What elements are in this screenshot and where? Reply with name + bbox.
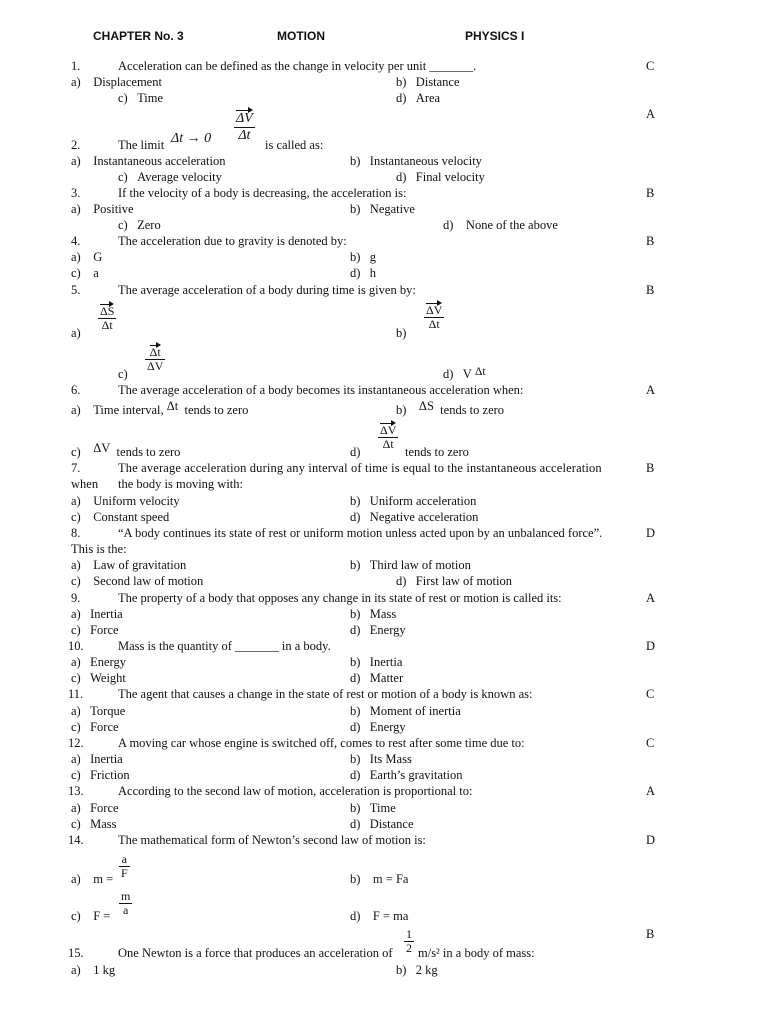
option-a: a) m = (71, 872, 114, 886)
option-b: b) Uniform acceleration (350, 494, 477, 508)
question-number: 8. (71, 526, 81, 540)
fraction: $\frac{\Delta t}{\Delta V}$ (147, 345, 164, 373)
question-text: The average acceleration of a body during time is given by: (118, 283, 416, 297)
option-a: a) Instantaneous acceleration (71, 154, 226, 168)
fraction: $\frac{\Delta V}{\Delta t}$ (236, 111, 253, 143)
option-d: d) Final velocity (396, 170, 485, 184)
question-text: The property of a body that opposes any change in its state of rest or motion is called its: (118, 591, 562, 605)
option-a: a) Displacement (71, 75, 162, 89)
option-a: a) Torque (71, 704, 126, 718)
option-c: c) Second law of motion (71, 574, 204, 588)
fraction: $\frac{1}{2}$ (406, 927, 412, 955)
option-a: a) 1 kg (71, 963, 116, 977)
answer-key: B (646, 234, 655, 248)
answer-key: B (646, 927, 655, 941)
option-a: a) Inertia (71, 752, 123, 766)
option-c: c) ΔV tends to zero (71, 441, 181, 459)
fraction: $\frac{\Delta S}{\Delta t}$ (100, 304, 115, 332)
answer-key: A (646, 591, 656, 605)
option-a: a) Uniform velocity (71, 494, 180, 508)
option-a: a) Positive (71, 202, 134, 216)
question-number: 9. (71, 591, 81, 605)
option-c: c) Average velocity (118, 170, 222, 184)
option-d: d) First law of motion (396, 574, 512, 588)
question-text-pre: One Newton is a force that produces an acceleration of (118, 946, 393, 960)
option-b: b) Negative (350, 202, 415, 216)
option-d-text: tends to zero (405, 445, 469, 459)
question-text: The average acceleration during any interval of time is equal to the instantaneous acceleration (118, 461, 602, 475)
option-c: c) Friction (71, 768, 130, 782)
option-c: c) F = (71, 909, 111, 923)
question-text-cont: the body is moving with: (118, 477, 243, 491)
option-b: b) Moment of inertia (350, 704, 461, 718)
option-d: d) V Δt (443, 366, 486, 381)
option-d: d) Earth’s gravitation (350, 768, 463, 782)
option-a: a) Inertia (71, 607, 123, 621)
question-number: 14. (68, 833, 84, 847)
fraction: $\frac{a}{F}$ (121, 852, 128, 880)
option-b: b) Time (350, 801, 396, 815)
option-d: d) Energy (350, 720, 406, 734)
question-number: 13. (68, 784, 84, 798)
question-text-pre: The limit (118, 138, 165, 152)
option-b: b) Instantaneous velocity (350, 154, 482, 168)
answer-key: A (646, 383, 656, 397)
answer-key: C (646, 736, 655, 750)
question-text: The average acceleration of a body becomes its instantaneous acceleration when: (118, 383, 524, 397)
option-a: a) Energy (71, 655, 126, 669)
option-b: b) Its Mass (350, 752, 412, 766)
question-number: 1. (71, 59, 81, 73)
question-text: The mathematical form of Newton’s second law of motion is: (118, 833, 426, 847)
option-a: a) G (71, 250, 103, 264)
option-a-label: a) (71, 326, 81, 340)
question-number: 2. (71, 138, 81, 152)
option-c: c) Mass (71, 817, 117, 831)
option-c: c) Weight (71, 671, 126, 685)
option-b-label: b) (396, 326, 407, 340)
question-text: The agent that causes a change in the state of rest or motion of a body is known as: (118, 687, 533, 701)
question-number: 15. (68, 946, 84, 960)
answer-key: A (646, 107, 656, 121)
option-b: b) 2 kg (396, 963, 438, 977)
answer-key: C (646, 687, 655, 701)
option-c: c) Force (71, 623, 119, 637)
question-text-post: is called as: (265, 138, 324, 152)
subject-label: PHYSICS I (465, 29, 525, 43)
answer-key: C (646, 59, 655, 73)
option-d: d) Matter (350, 671, 404, 685)
option-b: b) m = Fa (350, 872, 409, 886)
option-b: b) ΔS tends to zero (396, 399, 505, 417)
option-c: c) a (71, 266, 99, 280)
option-a: a) Law of gravitation (71, 558, 187, 572)
option-b: b) Third law of motion (350, 558, 471, 572)
option-c-label: c) (118, 367, 128, 381)
option-d: d) Negative acceleration (350, 510, 479, 524)
chapter-label: CHAPTER No. 3 (93, 29, 184, 43)
option-b: b) g (350, 250, 377, 264)
question-text: Mass is the quantity of _______ in a body. (118, 639, 331, 653)
question-text: “A body continues its state of rest or uniform motion unless acted upon by an unbalanced force”. (118, 526, 603, 540)
fraction: $\frac{m}{a}$ (121, 889, 131, 917)
option-d: d) Distance (350, 817, 414, 831)
option-b: b) Mass (350, 607, 397, 621)
answer-key: B (646, 186, 655, 200)
option-c: c) Force (71, 720, 119, 734)
question-number: 7. (71, 461, 81, 475)
limit-expression: Δt → 0 (171, 131, 212, 146)
option-c: c) Time (118, 91, 164, 105)
option-a: a) Force (71, 801, 119, 815)
answer-key: D (646, 833, 656, 847)
question-number: 4. (71, 234, 81, 248)
option-d-label: d) (350, 445, 361, 459)
option-a: a) Time interval, Δt tends to zero (71, 399, 249, 417)
question-text: A moving car whose engine is switched off, comes to rest after some time due to: (118, 736, 525, 750)
question-text: The acceleration due to gravity is denoted by: (118, 234, 347, 248)
question-number: 10. (68, 639, 84, 653)
option-c: c) Constant speed (71, 510, 170, 524)
question-text-post: m/s² in a body of mass: (418, 946, 535, 960)
answer-key: A (646, 784, 656, 798)
question-text: If the velocity of a body is decreasing, the acceleration is: (118, 186, 407, 200)
option-d: d) h (350, 266, 377, 280)
option-d: d) Energy (350, 623, 406, 637)
answer-key: B (646, 461, 655, 475)
option-b: b) Inertia (350, 655, 403, 669)
option-c: c) Zero (118, 218, 161, 232)
question-number: 5. (71, 283, 81, 297)
answer-key: D (646, 639, 656, 653)
chapter-title: MOTION (277, 29, 325, 43)
answer-key: B (646, 283, 655, 297)
question-text: According to the second law of motion, acceleration is proportional to: (118, 784, 473, 798)
fraction: $\frac{\Delta V}{\Delta t}$ (426, 303, 443, 331)
question-text: Acceleration can be defined as the change in velocity per unit _______. (118, 59, 477, 73)
option-d: d) None of the above (443, 218, 558, 232)
question-text-cont: This is the: (71, 542, 127, 556)
option-d: d) F = ma (350, 909, 409, 923)
option-b: b) Distance (396, 75, 460, 89)
fraction: $\frac{\Delta V}{\Delta t}$ (380, 423, 397, 451)
question-number: 11. (68, 687, 84, 701)
option-d: d) Area (396, 91, 441, 105)
question-number: 12. (68, 736, 84, 750)
question-text-cont: when (71, 477, 99, 491)
answer-key: D (646, 526, 656, 540)
question-number: 6. (71, 383, 81, 397)
question-number: 3. (71, 186, 81, 200)
